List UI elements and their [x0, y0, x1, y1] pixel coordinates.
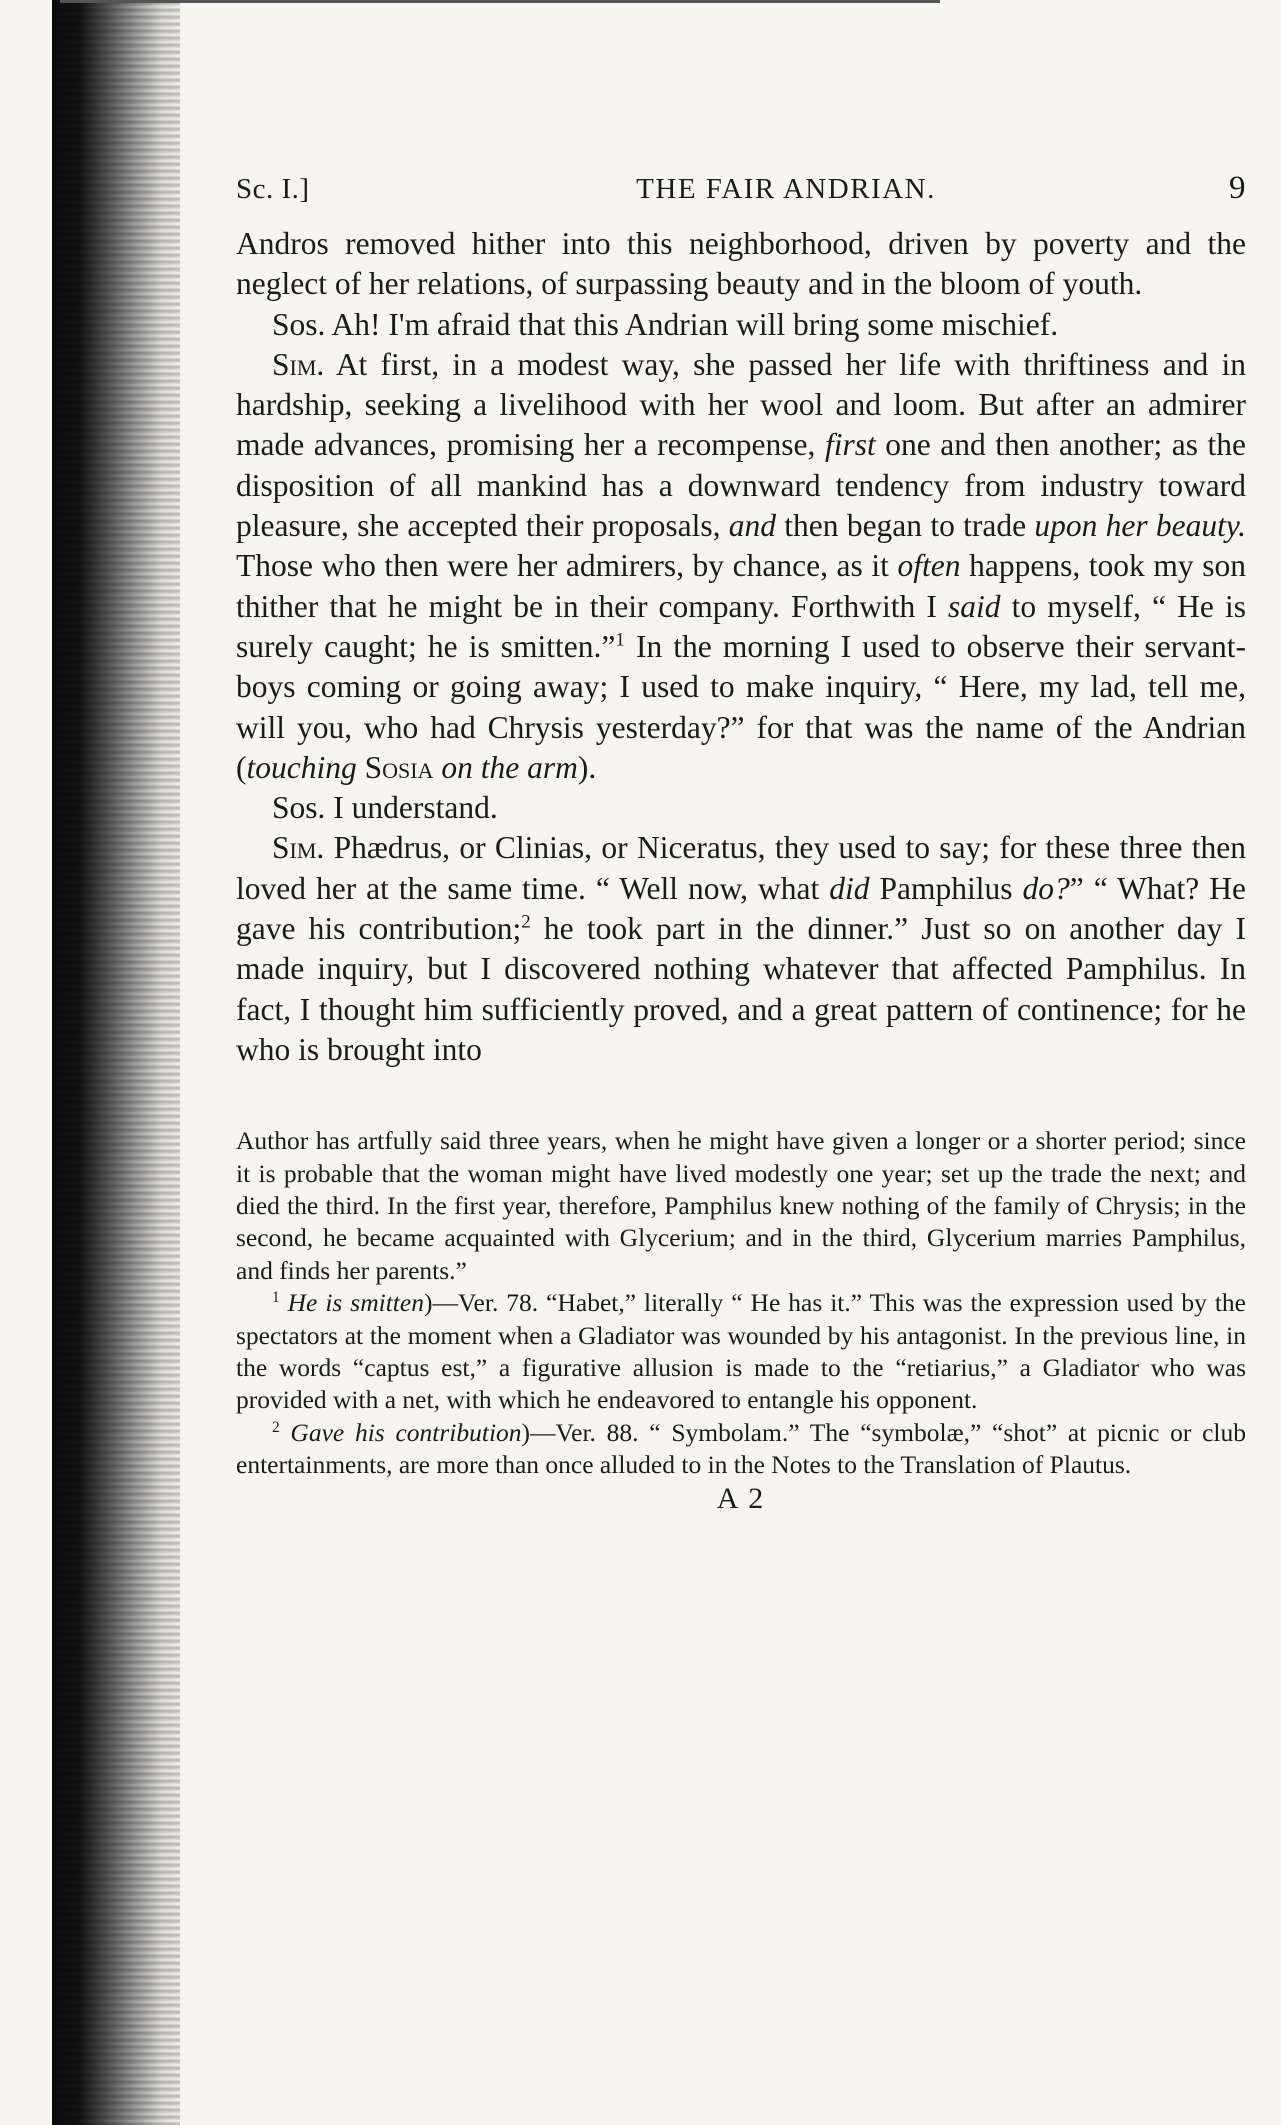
- footnote-title: He is smitten: [287, 1288, 424, 1318]
- speech-text: At first, in a modest way, she passed her life with thriftiness and in hardship, seeking a livelihood with her wool and loom. But after an admirer made advances, promising her a recompense,: [236, 346, 1246, 463]
- italic-text: do?: [1022, 870, 1070, 906]
- footnote-continued: Author has artfully said three years, when he might have given a longer or a shorter period; since it is probable that the woman might have lived modestly one year; set up the trade the next; and died the third. In the first year, therefore, Pamphilus knew nothing of the family of Chrysis; in the second, he became acquainted with Glycerium; and in the third, Glycerium marries Pamphilus, and finds her parents.”: [236, 1126, 1246, 1285]
- speaker-sos: Sos.: [272, 790, 326, 826]
- top-rule: [60, 0, 940, 3]
- footnotes: [236, 1125, 1246, 1481]
- italic-text: said: [948, 588, 1001, 624]
- speech-text: happens, took my son thither that he might be in their company. Forthwith I: [236, 548, 1247, 624]
- italic-text: and: [728, 508, 776, 544]
- paragraph-2: [236, 305, 1246, 345]
- speaker-sos: Sos.: [272, 306, 326, 342]
- italic-text: upon her beauty.: [1034, 508, 1247, 544]
- book-page: [236, 170, 1246, 1516]
- footnote-2: [236, 1417, 1246, 1482]
- paragraph-1: Andros removed hither into this neighborhood, driven by poverty and the neglect of her relations, of surpassing beauty and in the bloom of youth.: [236, 226, 1246, 302]
- speech-text: one and then another; as the disposition of all mankind has a downward tendency from industry toward pleasure, she accepted their proposals,: [236, 427, 1247, 544]
- footnote-ref-2: 2: [521, 911, 531, 933]
- stage-direction: touching: [246, 749, 357, 785]
- paragraph-3: [236, 345, 1246, 788]
- paragraph-5: [236, 828, 1246, 1070]
- stage-direction-name: Sosia: [364, 749, 434, 785]
- speech-text: to myself, “ He is surely caught; he is smitten.”: [236, 588, 1247, 664]
- speaker-sim: Sim.: [272, 346, 325, 382]
- speech-text: he took part in the dinner.” Just so on another day I made inquiry, but I discovered nothing whatever that affected Pamphilus. In fact, I thought him sufficiently proved, and a great pattern of continence; for he who is brought into: [236, 911, 1247, 1067]
- speech-text: Those who then were her admirers, by chance, as it: [236, 548, 889, 584]
- footnote-ref-1: 1: [615, 629, 625, 651]
- main-text: [236, 224, 1246, 1070]
- paragraph-4: [236, 788, 1246, 828]
- signature-mark: A 2: [716, 1481, 766, 1515]
- speech-text: then began to trade: [784, 508, 1027, 544]
- speech-text: In the morning I used to observe their servant-boys coming or going away; I used to make inquiry, “ Here, my lad, tell me, will you, who had Chrysis yesterday?” for that was the name of the Andrian (: [236, 628, 1246, 785]
- footnote-text: )—Ver. 78. “Habet,” literally “ He has it.” This was the expression used by the spectators at the moment when a Gladiator was wounded by his antagonist. In the previous line, in the words “captus est,” a figurative allusion is made to the “retiarius,” a Gladiator who was provided with a net, with which he endeavored to entangle his opponent.: [236, 1288, 1246, 1415]
- speech-text: ).: [577, 749, 597, 785]
- footnote-number: 1: [272, 1289, 280, 1307]
- running-title: THE FAIR ANDRIAN.: [636, 173, 936, 205]
- italic-text: first: [824, 427, 876, 463]
- speech-text: I understand.: [333, 790, 498, 826]
- binding-edge: [52, 0, 180, 2125]
- speech-text: Pamphilus: [879, 870, 1013, 906]
- stage-direction: on the arm: [441, 749, 578, 785]
- page-number: 9: [1229, 170, 1246, 206]
- speech-text: Phædrus, or Clinias, or Niceratus, they used to say; for these three then loved her at the same time. “ Well now, what: [236, 830, 1246, 906]
- footnote-1: [236, 1287, 1246, 1417]
- speech-text: ” “ What? He gave his contribution;: [236, 870, 1246, 947]
- italic-text: did: [829, 870, 870, 906]
- footnote-number: 2: [272, 1418, 280, 1436]
- running-header: [236, 170, 1246, 222]
- italic-text: often: [897, 548, 961, 584]
- speech-text: Ah! I'm afraid that this Andrian will bring some mischief.: [331, 306, 1059, 342]
- scene-reference: Sc. I.]: [236, 173, 310, 205]
- footnote-title: Gave his contribution: [290, 1417, 522, 1447]
- speaker-sim: Sim.: [272, 830, 325, 866]
- footnote-text: )—Ver. 88. “ Symbolam.” The “symbolæ,” “shot” at picnic or club entertainments, are more than once alluded to in the Notes to the Translation of Plautus.: [236, 1417, 1247, 1480]
